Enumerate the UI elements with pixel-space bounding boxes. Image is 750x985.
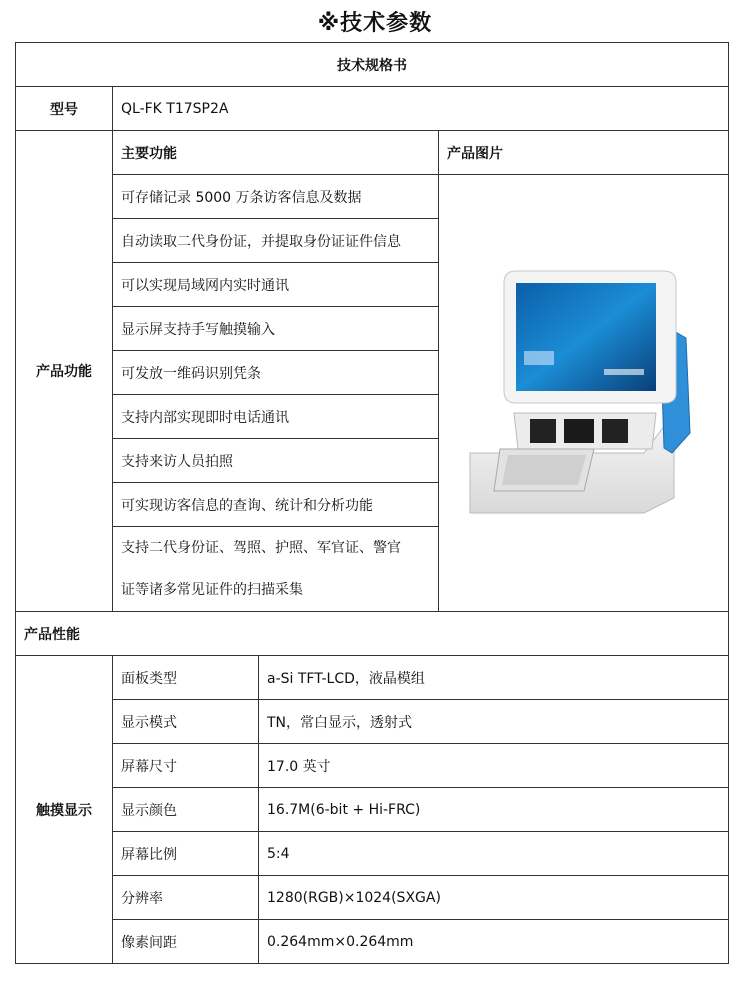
photo-column-header: 产品图片: [439, 131, 729, 175]
features-column-header: 主要功能: [113, 131, 439, 175]
spec-key: 分辨率: [113, 876, 259, 920]
feature-line: 证等诸多常见证件的扫描采集: [121, 582, 303, 598]
feature-item: 可实现访客信息的查询、统计和分析功能: [113, 483, 439, 527]
spec-key: 显示模式: [113, 700, 259, 744]
feature-item: 可以实现局域网内实时通讯: [113, 263, 439, 307]
spec-key: 屏幕比例: [113, 832, 259, 876]
model-value: QL-FK T17SP2A: [113, 87, 729, 131]
feature-item: 可存储记录 5000 万条访客信息及数据: [113, 175, 439, 219]
page-title: ※技术参数: [317, 11, 433, 36]
features-section-label: 产品功能: [16, 131, 113, 612]
spec-key: 像素间距: [113, 920, 259, 964]
model-label: 型号: [16, 87, 113, 131]
product-photo-cell: [439, 175, 729, 612]
feature-item: 可发放一维码识别凭条: [113, 351, 439, 395]
kiosk-product-image: [464, 263, 704, 523]
spec-table: [15, 42, 729, 964]
feature-item-multiline: [113, 527, 439, 612]
spec-value: 0.264mm×0.264mm: [259, 920, 729, 964]
performance-header: 产品性能: [16, 612, 729, 656]
spec-key: 屏幕尺寸: [113, 744, 259, 788]
spec-value: TN，常白显示，透射式: [259, 700, 729, 744]
touch-display-label: 触摸显示: [16, 656, 113, 964]
spec-value: 5:4: [259, 832, 729, 876]
feature-item: 自动读取二代身份证，并提取身份证证件信息: [113, 219, 439, 263]
feature-item: 支持来访人员拍照: [113, 439, 439, 483]
feature-item: 支持内部实现即时电话通讯: [113, 395, 439, 439]
spec-value: a-Si TFT-LCD，液晶模组: [259, 656, 729, 700]
spec-value: 1280(RGB)×1024(SXGA): [259, 876, 729, 920]
spec-value: 16.7M(6-bit + Hi-FRC): [259, 788, 729, 832]
spec-key: 面板类型: [113, 656, 259, 700]
spec-key: 显示颜色: [113, 788, 259, 832]
feature-line: 支持二代身份证、驾照、护照、军官证、警官: [121, 540, 401, 556]
feature-item: 显示屏支持手写触摸输入: [113, 307, 439, 351]
spec-value: 17.0 英寸: [259, 744, 729, 788]
spec-header: 技术规格书: [16, 43, 729, 87]
